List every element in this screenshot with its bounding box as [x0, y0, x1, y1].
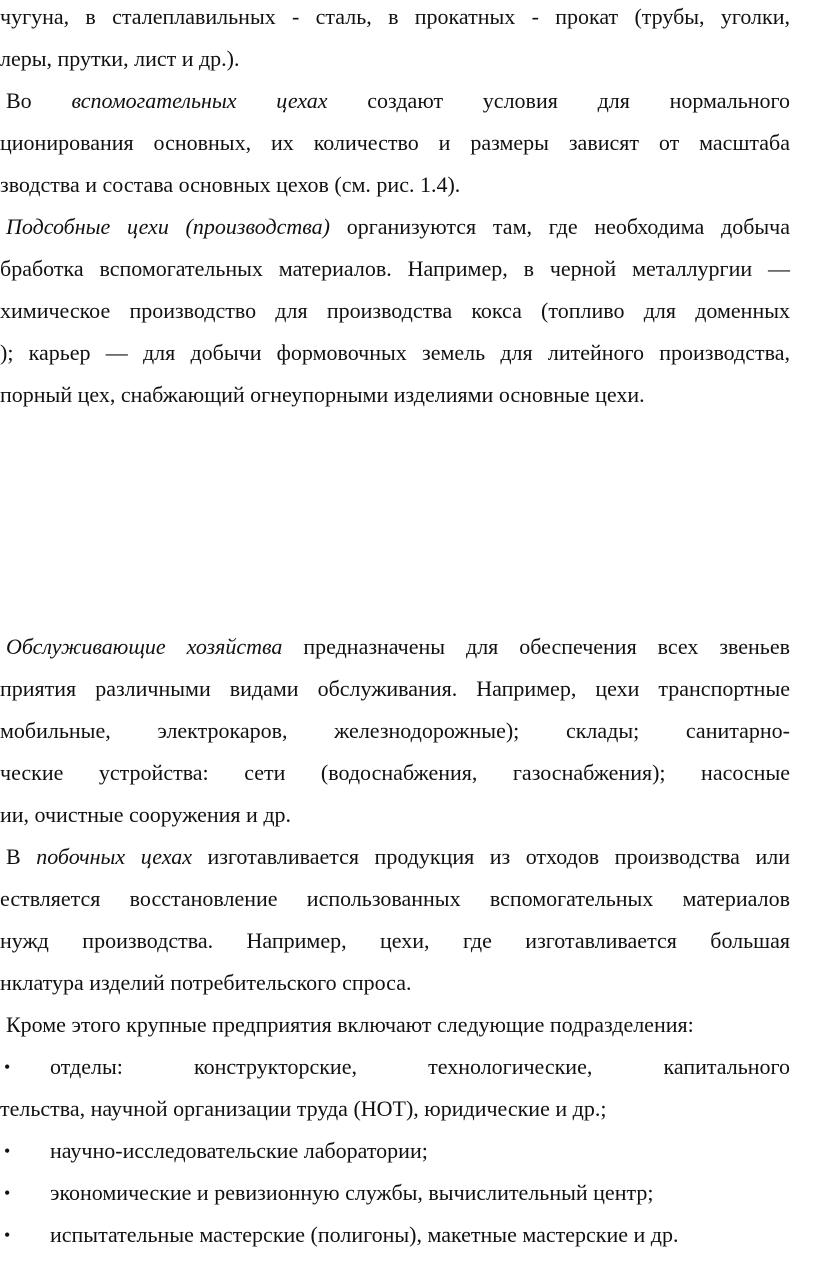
- text-line-12: приятия различными видами обслуживания. Например, цехи транспортные: [0, 676, 790, 701]
- text-line-3: Во вспомогательных цехах создают условия для нормального: [6, 88, 791, 113]
- text-line-17: ествляется восстановление использованных вспомогательных материалов: [0, 886, 790, 911]
- text-line-7: бработка вспомогательных материалов. Например, в черной металлургии —: [0, 256, 790, 281]
- text-line-16: В побочных цехах изготавливается продукция из отходов производства или: [6, 844, 790, 869]
- bullet-icon: •: [4, 1057, 11, 1077]
- text-line-22: тельства, научной организации труда (НОТ), юридические и др.;: [0, 1096, 607, 1121]
- text-line-4: ционирования основных, их количество и размеры зависят от масштаба: [0, 130, 790, 155]
- bullet-item-2: научно-исследовательские лаборатории;: [50, 1138, 428, 1163]
- bullet-icon: •: [4, 1183, 11, 1203]
- text-line-11: Обслуживающие хозяйства предназначены для обеспечения всех звеньев: [6, 634, 790, 659]
- text-line-14: ческие устройства: сети (водоснабжения, газоснабжения); насосные: [0, 760, 790, 785]
- text-line-20: Кроме этого крупные предприятия включают следующие подразделения:: [6, 1012, 694, 1037]
- text-line-8: химическое производство для производства кокса (топливо для доменных: [0, 298, 790, 323]
- bullet-item-1: отделы: конструкторские, технологические, капитального: [50, 1054, 790, 1079]
- text-line-6: Подсобные цехи (производства) организуются там, где необходима добыча: [6, 214, 791, 239]
- bullet-icon: •: [4, 1141, 11, 1161]
- text-line-1: чугуна, в сталеплавильных - сталь, в прокатных - прокат (трубы, уголки,: [0, 4, 790, 29]
- emphasis-subsidiary-shops: Подсобные цехи (производства): [6, 214, 330, 239]
- bullet-item-4: испытательные мастерские (полигоны), макетные мастерские и др.: [50, 1222, 679, 1247]
- text-line-13: мобильные, электрокаров, железнодорожные); склады; санитарно-: [0, 718, 790, 743]
- text-line-2: леры, прутки, лист и др.).: [0, 46, 240, 71]
- text-line-5: зводства и состава основных цехов (см. рис. 1.4).: [0, 172, 461, 197]
- bullet-item-3: экономические и ревизионную службы, вычислительный центр;: [50, 1180, 654, 1205]
- emphasis-auxiliary-shops: вспомогательных цехах: [71, 88, 328, 113]
- emphasis-service-facilities: Обслуживающие хозяйства: [6, 634, 283, 659]
- text-line-10: порный цех, снабжающий огнеупорными изделиями основные цехи.: [0, 382, 645, 407]
- bullet-icon: •: [4, 1225, 11, 1245]
- text-line-9: ); карьер — для добычи формовочных земель для литейного производства,: [0, 340, 790, 365]
- text-line-18: нужд производства. Например, цехи, где изготавливается большая: [0, 928, 790, 953]
- text-line-19: нклатура изделий потребительского спроса.: [0, 970, 412, 995]
- text-line-15: ии, очистные сооружения и др.: [0, 802, 292, 827]
- emphasis-byproduct-shops: побочных цехах: [36, 844, 192, 869]
